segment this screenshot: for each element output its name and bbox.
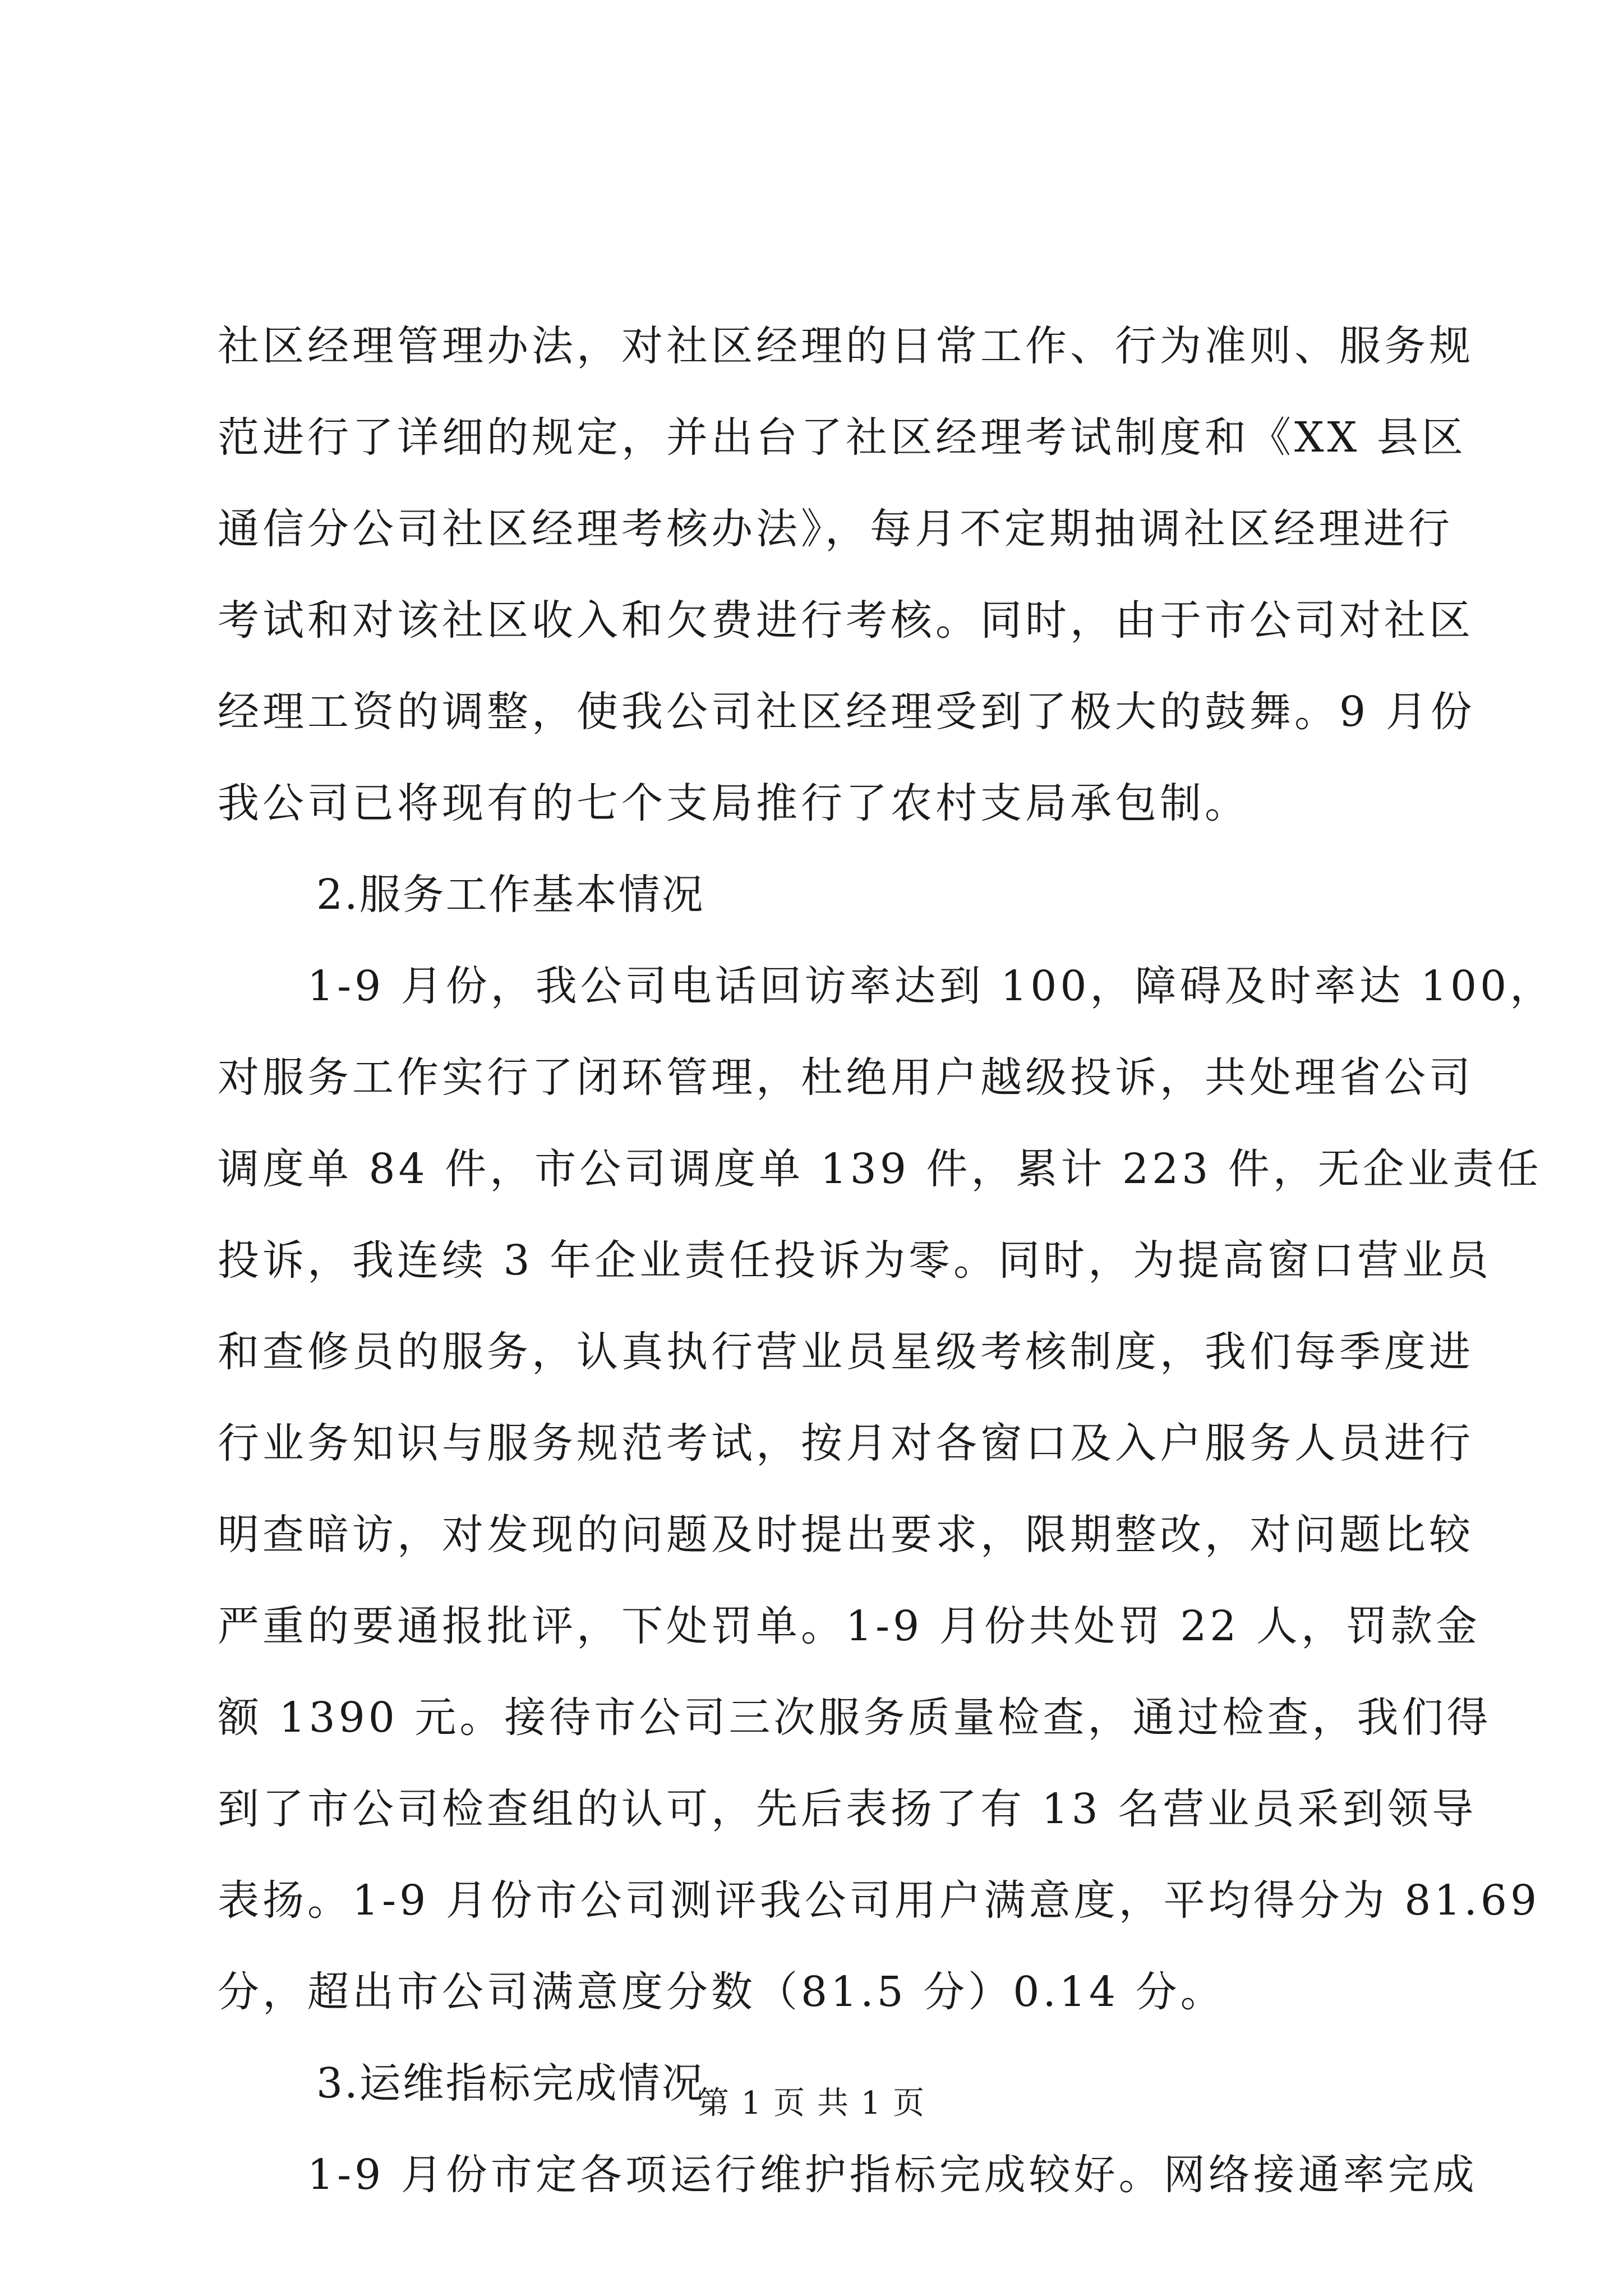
body-line: 对服务工作实行了闭环管理，杜绝用户越级投诉，共处理省公司 xyxy=(218,1053,1474,1102)
body-line: 我公司已将现有的七个支局推行了农村支局承包制。 xyxy=(218,779,1249,827)
body-line: 明查暗访，对发现的问题及时提出要求，限期整改，对问题比较 xyxy=(218,1511,1474,1559)
body-line: 投诉，我连续 3 年企业责任投诉为零。同时，为提高窗口营业员 xyxy=(218,1236,1492,1285)
body-line-paragraph-start: 1-9 月份市定各项运行维护指标完成较好。网络接通率完成 xyxy=(307,2151,1478,2199)
section-heading-maintenance: 3.运维指标完成情况 xyxy=(316,2059,705,2108)
body-line: 严重的要通报批评，下处罚单。1-9 月份共处罚 22 人，罚款金 xyxy=(218,1602,1481,1650)
body-line: 经理工资的调整，使我公司社区经理受到了极大的鼓舞。9 月份 xyxy=(218,688,1476,736)
section-heading-service: 2.服务工作基本情况 xyxy=(316,871,705,919)
body-line: 范进行了详细的规定，并出台了社区经理考试制度和《XX 县区 xyxy=(218,413,1467,462)
body-line: 考试和对该社区收入和欠费进行考核。同时，由于市公司对社区 xyxy=(218,596,1474,645)
body-line: 社区经理管理办法，对社区经理的日常工作、行为准则、服务规 xyxy=(218,322,1474,370)
body-line: 行业务知识与服务规范考试，按月对各窗口及入户服务人员进行 xyxy=(218,1419,1474,1467)
body-line: 分，超出市公司满意度分数（81.5 分）0.14 分。 xyxy=(218,1968,1225,2016)
document-body xyxy=(218,301,1555,2221)
body-line: 额 1390 元。接待市公司三次服务质量检查，通过检查，我们得 xyxy=(218,1694,1492,1742)
body-line: 通信分公司社区经理考核办法》，每月不定期抽调社区经理进行 xyxy=(218,505,1453,553)
body-line: 到了市公司检查组的认可，先后表扬了有 13 名营业员采到领导 xyxy=(218,1785,1477,1833)
body-line-paragraph-start: 1-9 月份，我公司电话回访率达到 100，障碍及时率达 100， xyxy=(307,962,1555,1010)
body-line: 表扬。1-9 月份市公司测评我公司用户满意度，平均得分为 81.69 xyxy=(218,1876,1541,1925)
page-number-footer: 第 1 页 共 1 页 xyxy=(697,2085,926,2122)
body-line: 和查修员的服务，认真执行营业员星级考核制度，我们每季度进 xyxy=(218,1328,1474,1376)
body-line: 调度单 84 件，市公司调度单 139 件，累计 223 件，无企业责任 xyxy=(218,1145,1542,1193)
